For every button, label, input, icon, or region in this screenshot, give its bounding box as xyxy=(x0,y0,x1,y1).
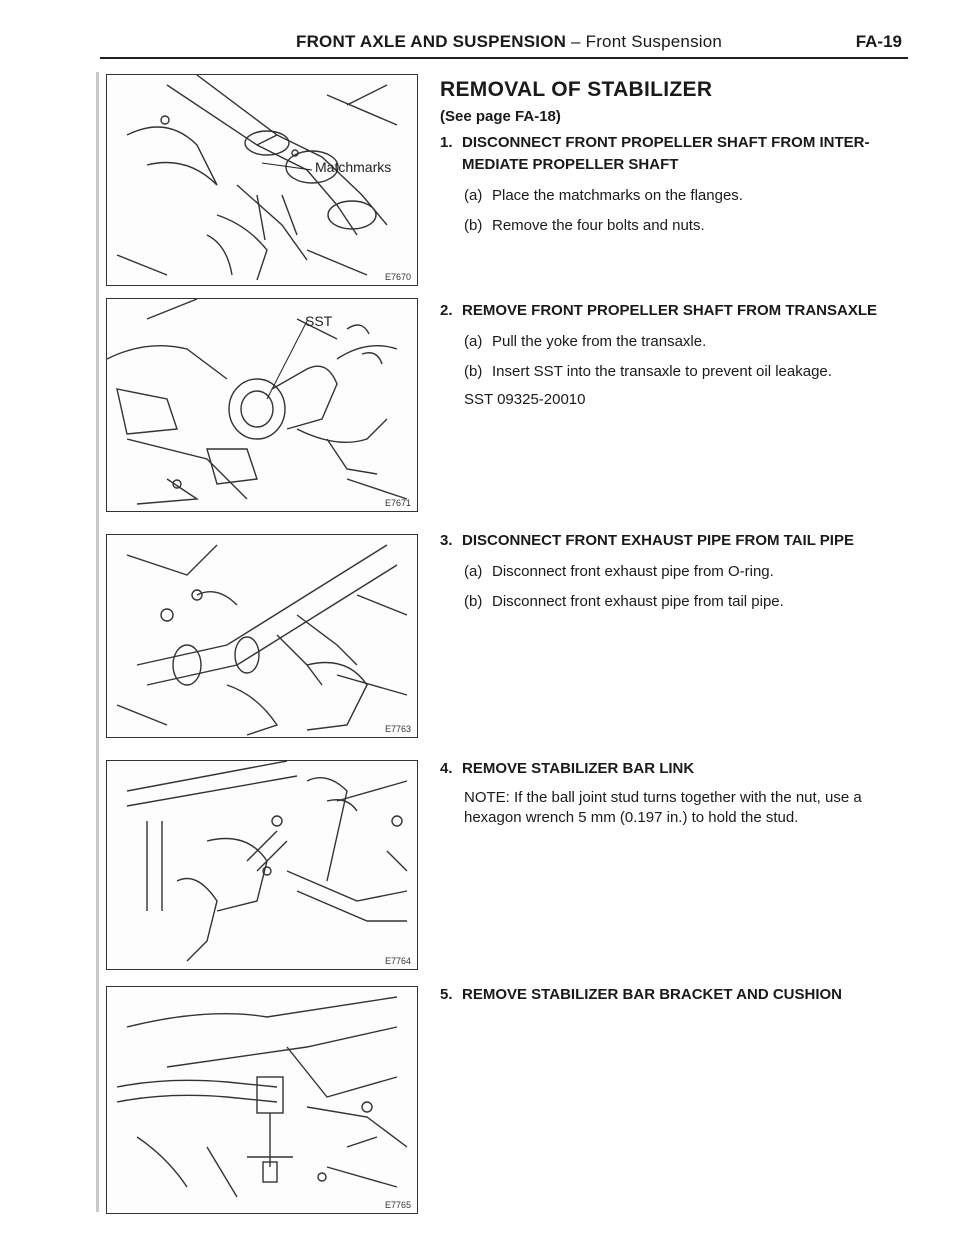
figure-code: E7763 xyxy=(384,724,411,734)
step-number: 4. xyxy=(440,760,453,777)
substep xyxy=(464,332,915,352)
header-section: FRONT AXLE AND SUSPENSION xyxy=(296,32,567,51)
step-5 xyxy=(440,984,915,1006)
substep-text: Disconnect front exhaust pipe from O-ring. xyxy=(492,563,774,580)
figure-code: E7765 xyxy=(384,1200,411,1210)
note-text: NOTE: If the ball joint stud turns together with the nut, use a hexagon wrench 5 mm (0.197 in.) to hold the stud. xyxy=(464,789,862,826)
sst-number: SST 09325-20010 xyxy=(464,391,586,408)
sst-label: SST xyxy=(305,313,333,329)
substep-mark: (a) xyxy=(464,563,483,580)
header-rule xyxy=(100,57,908,59)
step-number: 1. xyxy=(440,134,453,151)
substep-mark: (a) xyxy=(464,333,483,350)
illustration-bar-link xyxy=(107,761,417,969)
illustration-matchmarks xyxy=(107,75,417,285)
substep-text: Place the matchmarks on the flanges. xyxy=(492,187,743,204)
step-1 xyxy=(440,132,915,236)
step-number: 5. xyxy=(440,986,453,1003)
binding-rule xyxy=(96,72,99,1212)
substep xyxy=(464,362,915,382)
step-number: 3. xyxy=(440,532,453,549)
step-4 xyxy=(440,758,915,828)
header-subsection: Front Suspension xyxy=(585,32,723,51)
step-2 xyxy=(440,300,915,410)
step-title: DISCONNECT FRONT EXHAUST PIPE FROM TAIL PIPE xyxy=(462,532,854,549)
illustration-bracket xyxy=(107,987,417,1213)
section-title: REMOVAL OF STABILIZER xyxy=(440,78,713,101)
substep xyxy=(464,186,915,206)
figure-exhaust-pipe xyxy=(106,534,418,738)
figure-propeller-shaft-matchmarks xyxy=(106,74,418,286)
substep-text: Remove the four bolts and nuts. xyxy=(492,217,705,234)
figure-sst-transaxle xyxy=(106,298,418,512)
step-title: REMOVE STABILIZER BAR BRACKET AND CUSHION xyxy=(462,986,843,1003)
illustration-sst xyxy=(107,299,417,511)
figure-code: E7670 xyxy=(384,272,411,282)
page-header xyxy=(100,28,908,58)
step-title: DISCONNECT FRONT PROPELLER SHAFT FROM INTER-MEDIATE PROPELLER SHAFT xyxy=(462,134,870,173)
substep-mark: (b) xyxy=(464,363,483,380)
step-3 xyxy=(440,530,915,612)
substep-text: Pull the yoke from the transaxle. xyxy=(492,333,707,350)
substep-text: Disconnect front exhaust pipe from tail pipe. xyxy=(492,593,784,610)
figure-stabilizer-bracket xyxy=(106,986,418,1214)
matchmarks-label: Matchmarks xyxy=(315,159,392,175)
substep xyxy=(464,562,915,582)
figure-stabilizer-bar-link xyxy=(106,760,418,970)
substep-mark: (b) xyxy=(464,217,483,234)
illustration-exhaust xyxy=(107,535,417,737)
substep-mark: (a) xyxy=(464,187,483,204)
figure-code: E7671 xyxy=(384,498,411,508)
header-separator: – xyxy=(566,32,586,51)
see-page-reference: (See page FA-18) xyxy=(440,108,561,125)
substep-mark: (b) xyxy=(464,593,483,610)
figure-code: E7764 xyxy=(384,956,411,966)
header-title xyxy=(296,32,722,52)
step-title: REMOVE STABILIZER BAR LINK xyxy=(462,760,695,777)
substep-text: Insert SST into the transaxle to prevent oil leakage. xyxy=(492,363,832,380)
step-number: 2. xyxy=(440,302,453,319)
page-number: FA-19 xyxy=(855,32,902,51)
substep xyxy=(464,592,915,612)
step-title: REMOVE FRONT PROPELLER SHAFT FROM TRANSAXLE xyxy=(462,302,878,319)
substep xyxy=(464,216,915,236)
